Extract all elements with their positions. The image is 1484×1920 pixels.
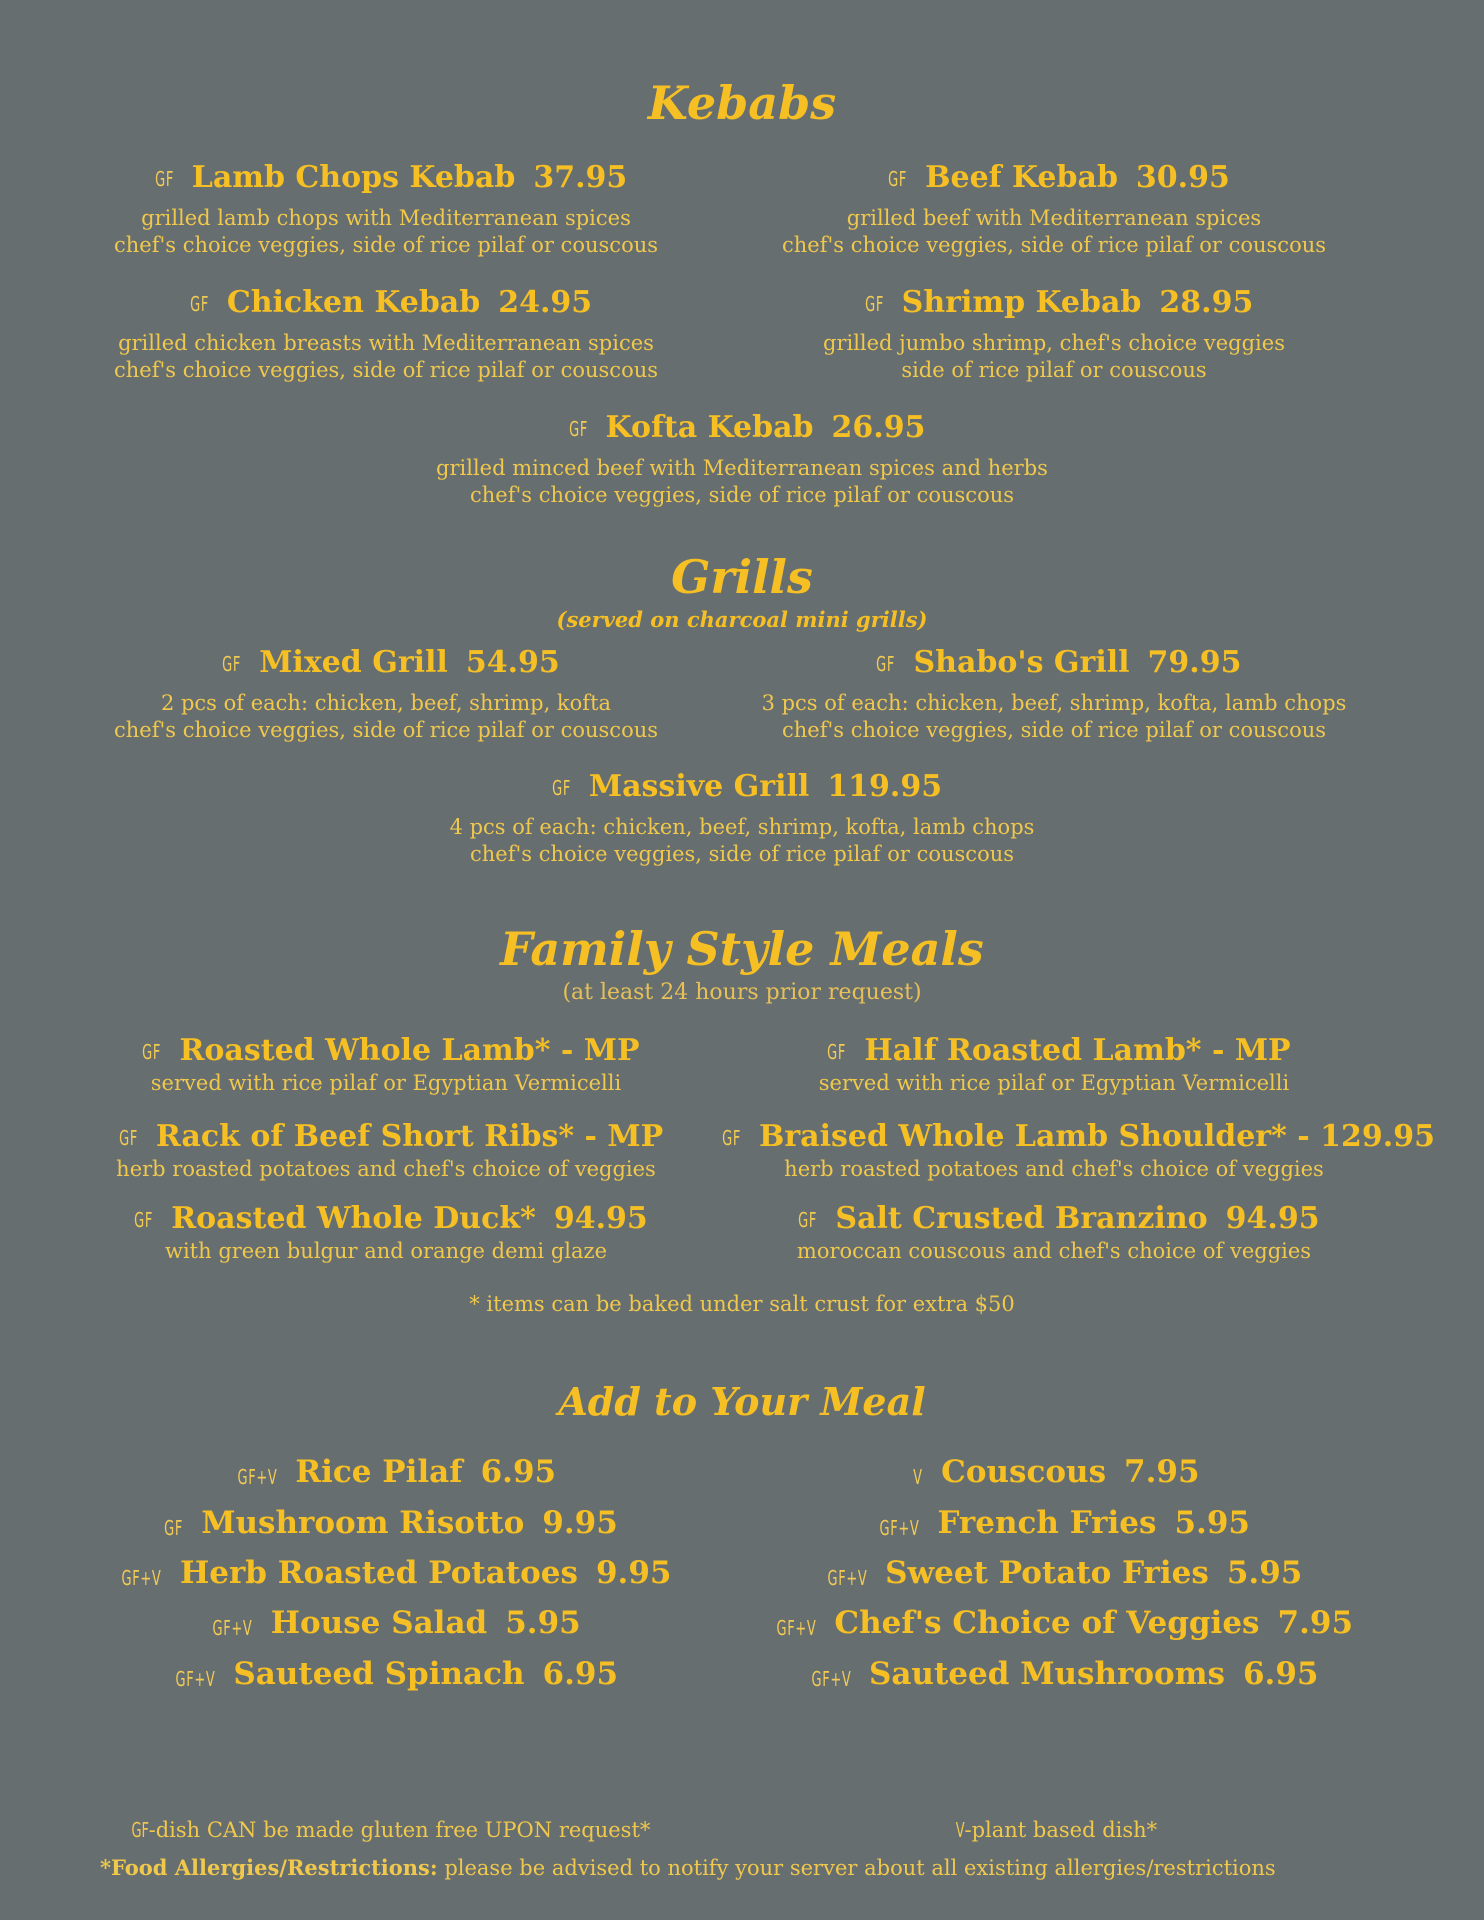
diet-tag: GF+V: [827, 1565, 868, 1590]
item-name: Chicken Kebab: [226, 285, 481, 320]
addon-item: [712, 1505, 1396, 1541]
gluten-free-note: -dish CAN be made gluten free UPON request*: [148, 1818, 651, 1842]
gluten-free-tag: GF: [888, 167, 908, 191]
grills-subtitle: (served on charcoal mini grills): [556, 607, 928, 632]
gluten-free-tag: GF: [568, 417, 588, 441]
item-price: 79.95: [1147, 645, 1242, 680]
item-name: Kofta Kebab: [605, 410, 814, 445]
item-name: French Fries: [937, 1505, 1157, 1541]
menu-item: [0, 285, 772, 384]
item-price: 5.95: [505, 1605, 581, 1641]
item-description: served with rice pilaf or Egyptian Vermicelli: [150, 1071, 622, 1095]
diet-tag: V: [913, 1464, 924, 1489]
item-description: chef's choice veggies, side of rice pilaf or couscous: [469, 483, 1015, 507]
item-description: grilled minced beef with Mediterranean spices and herbs: [436, 456, 1048, 480]
item-name: Shabo's Grill: [913, 645, 1130, 680]
gluten-free-tag: GF: [722, 1126, 742, 1150]
menu-item: [0, 410, 1484, 509]
gluten-free-tag: GF: [864, 292, 884, 316]
menu-item: [712, 1033, 1396, 1097]
item-price: 5.95: [1226, 1555, 1303, 1591]
item-description: herb roasted potatoes and chef's choice of veggies: [116, 1157, 656, 1181]
item-name: Chef's Choice of Veggies: [834, 1605, 1260, 1641]
diet-tag: GF+V: [237, 1464, 278, 1489]
gluten-free-tag: GF: [552, 776, 571, 800]
diet-tag: GF: [164, 1515, 184, 1540]
family-meals-subtitle: (at least 24 hours prior request): [562, 980, 922, 1005]
allergy-notice: [100, 1855, 1276, 1880]
item-price: 54.95: [465, 645, 560, 680]
addon-item: [0, 1656, 772, 1692]
gluten-free-tag: GF: [142, 1040, 162, 1064]
menu-item: [0, 1201, 772, 1265]
item-price: 5.95: [1174, 1505, 1250, 1541]
item-description: chef's choice veggies, side of rice pilaf or couscous: [781, 718, 1327, 742]
item-name: Rack of Beef Short Ribs* - MP: [155, 1119, 664, 1154]
plant-based-note: -plant based dish*: [964, 1818, 1158, 1842]
menu-item: [0, 1033, 772, 1097]
item-description: 4 pcs of each: chicken, beef, shrimp, kofta, lamb chops: [449, 815, 1035, 839]
gluten-free-tag: GF: [798, 1208, 818, 1232]
item-name: Beef Kebab: [925, 160, 1118, 195]
item-description: moroccan couscous and chef's choice of veggies: [796, 1239, 1312, 1263]
item-description: chef's choice veggies, side of rice pilaf or couscous: [113, 358, 659, 382]
kebabs-title: Kebabs: [647, 76, 837, 130]
item-price: 119.95: [827, 769, 943, 804]
item-description: 3 pcs of each: chicken, beef, shrimp, kofta, lamb chops: [761, 691, 1347, 715]
item-description: chef's choice veggies, side of rice pilaf or couscous: [113, 718, 659, 742]
item-price: 24.95: [498, 285, 593, 320]
menu-item: [712, 285, 1396, 384]
menu-item: [712, 160, 1396, 259]
item-name: Couscous: [941, 1454, 1107, 1490]
gluten-free-tag: GF: [154, 167, 174, 191]
item-name: Shrimp Kebab: [901, 285, 1142, 320]
gluten-free-tag: GF: [118, 1126, 138, 1150]
item-price: 26.95: [831, 410, 926, 445]
vegan-tag: V: [955, 1818, 965, 1842]
allergy-text: please be advised to notify your server about all existing allergies/restrictions: [437, 1856, 1276, 1880]
addon-item: [712, 1605, 1396, 1641]
item-name: Salt Crusted Branzino: [835, 1201, 1208, 1236]
item-price: 6.95: [542, 1656, 619, 1692]
item-name: Roasted Whole Duck*: [171, 1201, 536, 1236]
item-name: House Salad: [270, 1605, 488, 1641]
item-name: Braised Whole Lamb Shoulder* - 129.95: [759, 1119, 1435, 1154]
gluten-free-tag: GF: [131, 1818, 149, 1842]
plant-based-legend: [712, 1818, 1396, 1842]
gluten-free-tag: GF: [222, 652, 242, 676]
item-description: chef's choice veggies, side of rice pilaf or couscous: [781, 233, 1327, 257]
item-description: grilled beef with Mediterranean spices: [846, 206, 1262, 230]
item-price: 9.95: [542, 1505, 618, 1541]
item-description: grilled jumbo shrimp, chef's choice veggies: [823, 331, 1285, 355]
menu-item: [712, 1119, 1435, 1183]
allergy-label: *Food Allergies/Restrictions:: [100, 1855, 438, 1880]
family-meals-title: Family Style Meals: [500, 922, 984, 976]
gluten-free-tag: GF: [134, 1208, 154, 1232]
menu-item: [0, 645, 772, 744]
addon-item: [0, 1454, 772, 1490]
menu-item: [712, 1201, 1396, 1265]
diet-tag: GF+V: [811, 1666, 851, 1691]
item-price: 37.95: [533, 160, 628, 195]
menu-item: [0, 160, 772, 259]
addon-item: [712, 1555, 1396, 1591]
diet-tag: GF+V: [776, 1615, 817, 1640]
item-description: chef's choice veggies, side of rice pilaf or couscous: [469, 842, 1015, 866]
salt-crust-note: * items can be baked under salt crust for extra $50: [469, 1292, 1015, 1316]
item-name: Sauteed Spinach: [233, 1656, 525, 1692]
item-price: 6.95: [480, 1454, 557, 1490]
item-description: chef's choice veggies, side of rice pilaf or couscous: [113, 233, 659, 257]
diet-tag: GF+V: [879, 1515, 920, 1540]
item-name: Sweet Potato Fries: [885, 1555, 1209, 1591]
addons-title: Add to Your Meal: [558, 1379, 926, 1424]
grills-title: Grills: [671, 550, 813, 604]
item-description: grilled chicken breasts with Mediterranean spices: [118, 331, 654, 355]
item-name: Sauteed Mushrooms: [868, 1656, 1225, 1692]
gluten-free-tag: GF: [876, 652, 896, 676]
menu-item: [712, 645, 1396, 744]
item-price: 6.95: [1242, 1656, 1319, 1692]
item-name: Rice Pilaf: [295, 1454, 463, 1490]
item-price: 94.95: [1225, 1201, 1320, 1236]
menu-item: [0, 769, 1484, 868]
item-name: Roasted Whole Lamb* - MP: [179, 1033, 640, 1068]
gluten-free-tag: GF: [827, 1040, 847, 1064]
item-description: with green bulgur and orange demi glaze: [164, 1239, 607, 1263]
item-description: side of rice pilaf or couscous: [901, 358, 1207, 382]
item-name: Mixed Grill: [259, 645, 448, 680]
item-price: 94.95: [553, 1201, 648, 1236]
item-price: 9.95: [595, 1555, 672, 1591]
item-name: Half Roasted Lamb* - MP: [864, 1033, 1291, 1068]
gluten-free-legend: [0, 1818, 772, 1842]
item-description: grilled lamb chops with Mediterranean spices: [141, 206, 631, 230]
menu-item: [0, 1119, 772, 1183]
item-description: herb roasted potatoes and chef's choice of veggies: [784, 1157, 1324, 1181]
addon-item: [0, 1605, 772, 1641]
addon-item: [0, 1555, 772, 1591]
item-price: 30.95: [1135, 160, 1230, 195]
item-name: Massive Grill: [588, 769, 810, 804]
item-price: 7.95: [1124, 1454, 1200, 1490]
gluten-free-tag: GF: [189, 292, 209, 316]
addon-item: [712, 1656, 1396, 1692]
diet-tag: GF+V: [212, 1615, 253, 1640]
item-name: Lamb Chops Kebab: [191, 160, 516, 195]
diet-tag: GF+V: [121, 1565, 162, 1590]
item-price: 7.95: [1277, 1605, 1354, 1641]
item-description: served with rice pilaf or Egyptian Vermicelli: [818, 1071, 1290, 1095]
diet-tag: GF+V: [175, 1666, 216, 1691]
addon-item: [712, 1454, 1396, 1490]
item-description: 2 pcs of each: chicken, beef, shrimp, kofta: [160, 691, 612, 715]
item-price: 28.95: [1159, 285, 1254, 320]
item-name: Mushroom Risotto: [201, 1505, 525, 1541]
addon-item: [0, 1505, 772, 1541]
item-name: Herb Roasted Potatoes: [179, 1555, 578, 1591]
